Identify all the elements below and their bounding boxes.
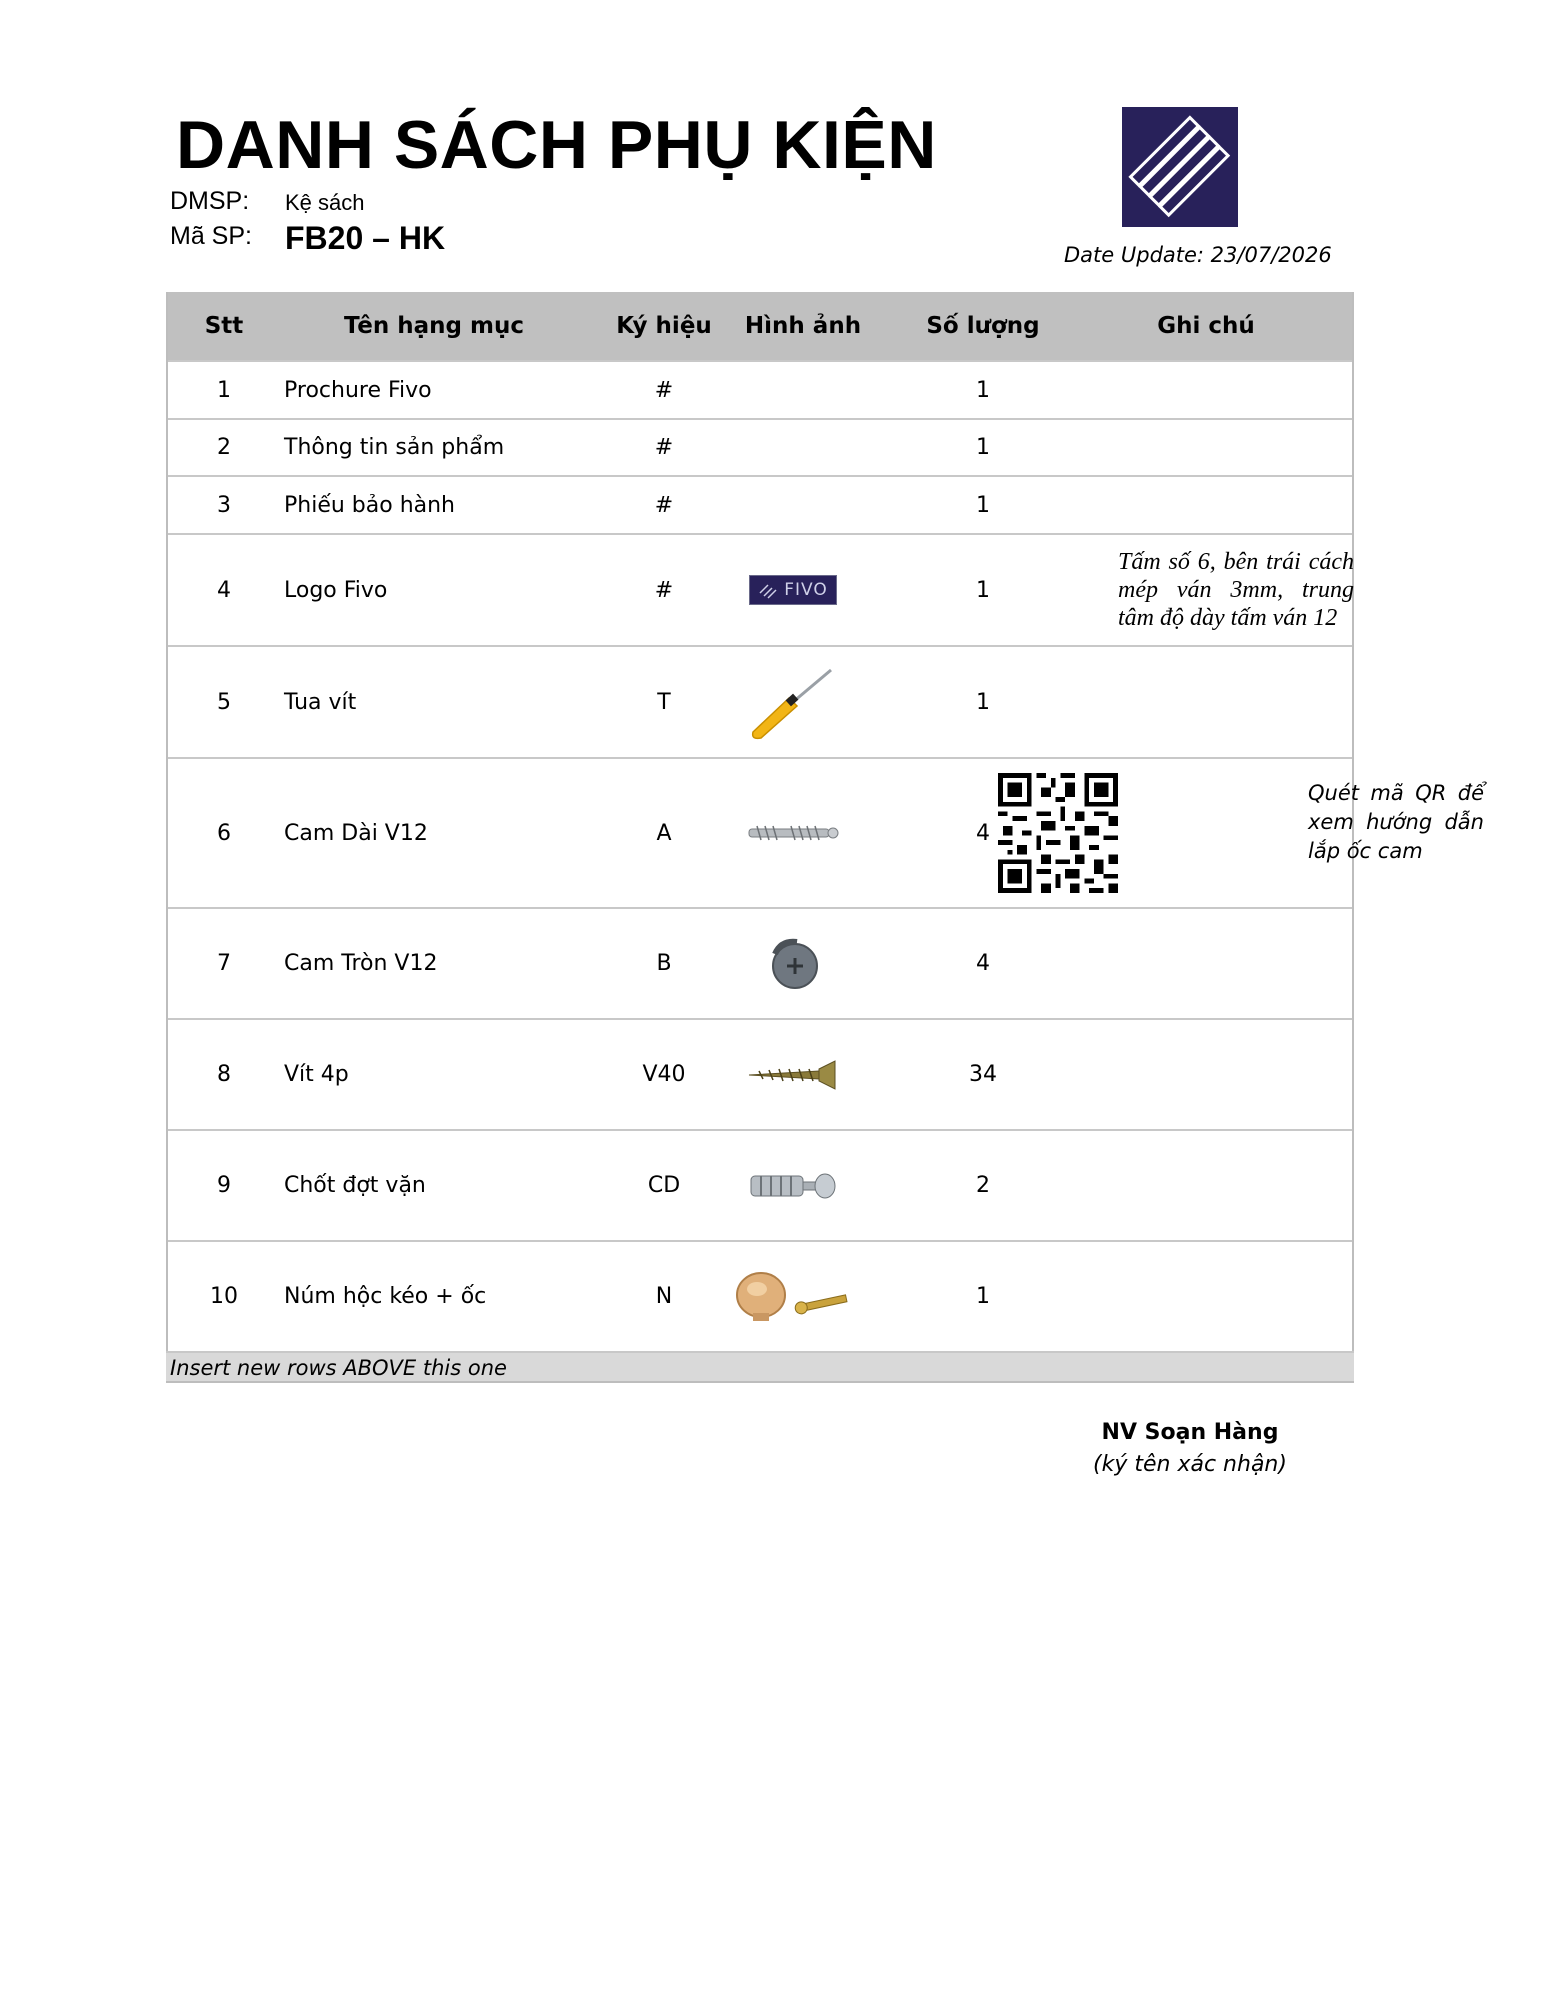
table-row [168,757,1484,907]
masp-value: FB20 – HK [285,220,446,256]
row-name: Prochure Fivo [284,377,432,403]
row-name: Chốt đợt vặn [284,1173,426,1198]
table-footer-note: Insert new rows ABOVE this one [166,1351,1354,1383]
row-qty: 1 [976,492,990,518]
row-stt: 5 [217,689,231,715]
row-stt: 10 [210,1284,238,1309]
row-stt: 6 [217,820,231,846]
row-stt: 7 [217,951,231,976]
table-row [168,1129,1352,1240]
signature-subtitle: (ký tên xác nhận) [1093,1452,1287,1477]
row-qty: 1 [976,1284,990,1309]
row-image [688,535,898,645]
table-row [168,360,1352,418]
table-row [168,1018,1352,1129]
col-symbol: Ký hiệu [616,313,712,339]
row-note [1058,535,1354,645]
col-qty: Số lượng [926,313,1040,339]
row-qty: 2 [976,1173,990,1198]
row-qty: 4 [976,951,990,976]
screwdriver-icon [743,664,843,740]
accessory-table [166,292,1484,1383]
row-stt: 9 [217,1173,231,1198]
row-qty: 1 [976,577,990,603]
row-image [688,759,898,907]
drawer-knob-icon [733,1267,853,1327]
col-name: Tên hạng mục [343,313,524,339]
row-symbol: B [656,951,672,976]
row-symbol: T [657,689,671,715]
table-row [168,533,1352,645]
row-symbol: # [654,492,674,518]
row-stt: 1 [217,377,231,403]
col-stt: Stt [204,313,244,339]
row-symbol: # [654,377,674,403]
fivo-logo-text: FIVO [784,580,828,600]
dmsp-value: Kệ sách [285,190,365,215]
row-qty: 1 [976,435,990,460]
row-stt: 8 [217,1062,231,1087]
fivo-logo [749,575,837,605]
note-text: Tấm số 6, bên trái cách mép ván 3mm, trung tâm độ dày tấm ván 12 [1118,549,1354,631]
shelf-pin-icon [743,1166,843,1206]
row-stt: 2 [217,435,231,460]
fivo-mark-icon [758,581,780,599]
row-name: Cam Dài V12 [284,820,428,846]
qr-note-text: Quét mã QR để xem hướng dẫn lắp ốc cam [1308,781,1484,863]
row-symbol: N [655,1284,673,1309]
row-name: Núm hộc kéo + ốc [284,1284,487,1309]
row-name: Thông tin sản phẩm [284,435,505,460]
table-row [168,418,1352,475]
page-title: DANH SÁCH PHỤ KIỆN [176,107,937,183]
table-row [168,1240,1352,1351]
brand-logo [1122,107,1238,227]
row-qty: 4 [976,820,990,846]
row-stt: 3 [217,492,231,518]
row-image [688,1131,898,1240]
long-cam-bolt-icon [743,818,843,848]
date-update: Date Update: 23/07/2026 [1064,243,1332,267]
round-cam-lock-icon [761,934,825,994]
row-note [988,759,1484,907]
row-symbol: # [654,577,674,603]
masp-label: Mã SP: [170,222,252,250]
row-stt: 4 [217,577,231,603]
col-image: Hình ảnh [744,313,862,339]
row-symbol: CD [647,1173,681,1198]
row-symbol: A [656,820,672,846]
signature-title: NV Soạn Hàng [1101,1420,1279,1445]
table-row [168,475,1352,533]
row-qty: 1 [976,689,990,715]
row-image [688,909,898,1018]
row-symbol: # [654,435,674,460]
row-name: Tua vít [284,689,357,715]
dmsp-label: DMSP: [170,187,250,215]
col-note: Ghi chú [1157,313,1255,339]
row-name: Vít 4p [284,1062,349,1087]
row-qty: 1 [976,377,990,403]
row-name: Phiếu bảo hành [284,492,456,518]
row-image [688,1242,898,1351]
table-header [168,292,1352,360]
qr-code-icon [998,773,1118,893]
row-symbol: V40 [642,1062,686,1087]
row-image [688,1020,898,1129]
row-image [688,647,898,757]
row-name: Cam Tròn V12 [284,951,438,976]
wood-screw-icon [743,1057,843,1093]
row-name: Logo Fivo [284,577,388,603]
table-row [168,645,1352,757]
brand-logo-icon [1122,107,1238,227]
table-row [168,907,1352,1018]
row-qty: 34 [969,1062,997,1087]
